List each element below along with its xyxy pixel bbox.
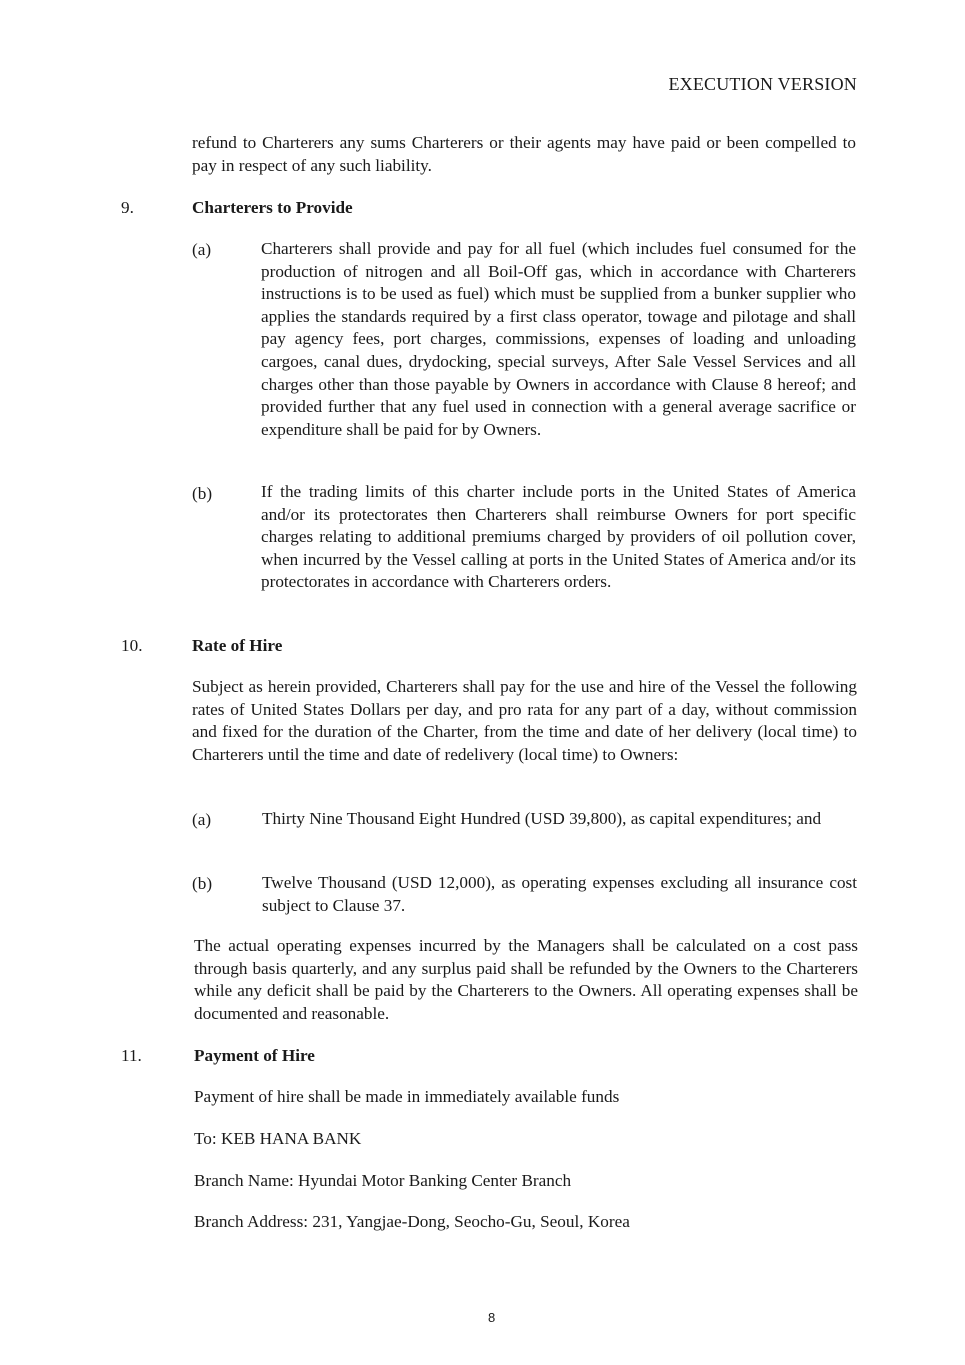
intro-paragraph: refund to Charterers any sums Charterers or their agents may have paid or been compelled to pay in respect of any such liability. bbox=[192, 133, 856, 175]
branch-address-line: Branch Address: 231, Yangjae-Dong, Seocho-Gu, Seoul, Korea bbox=[194, 1212, 630, 1231]
section-11-number: 11. bbox=[121, 1046, 142, 1065]
section-9-item-b-label: (b) bbox=[192, 484, 213, 503]
page-number: 8 bbox=[488, 1310, 496, 1325]
section-10-item-a-label: (a) bbox=[192, 810, 212, 829]
payment-instruction-line: Payment of hire shall be made in immediately available funds bbox=[194, 1087, 620, 1106]
section-10-number: 10. bbox=[121, 636, 143, 655]
bank-name-line: To: KEB HANA BANK bbox=[194, 1129, 362, 1148]
section-9-item-a-text: Charterers shall provide and pay for all fuel (which includes fuel consumed for the production of nitrogen and all Boil-Off gas, which in accordance with Charterers instructions is to be used as fuel) which must be supplied from a bunker supplier who applies the standards required by a first class operator, towage and pilotage and shall pay agency fees, port charges, commissions, expenses of loading and unloading cargoes, canal dues, drydocking, special surveys, After Sale Vessel Services and all charges other than those payable by Owners in accordance with Clause 8 hereof; and provided further that any fuel used in connection with a general average sacrifice or expenditure shall be paid for by Owners. bbox=[261, 239, 856, 439]
section-10-closing: The actual operating expenses incurred by the Managers shall be calculated on a cost pass through basis quarterly, and any surplus paid shall be refunded by the Owners to the Charterers while any deficit shall be paid by the Charterers to the Owners. All operating expenses shall be documented and reasonable. bbox=[194, 936, 858, 1023]
section-10-body: Subject as herein provided, Charterers shall pay for the use and hire of the Vessel the following rates of United States Dollars per day, and pro rata for any part of a day, without commission and fixed for the duration of the Charter, from the time and date of her delivery (local time) to Charterers until the time and date of redelivery (local time) to Owners: bbox=[192, 677, 857, 764]
branch-name-line: Branch Name: Hyundai Motor Banking Center Branch bbox=[194, 1171, 572, 1190]
section-11-title: Payment of Hire bbox=[194, 1046, 315, 1065]
section-10-item-a-text: Thirty Nine Thousand Eight Hundred (USD 39,800), as capital expenditures; and bbox=[262, 809, 822, 828]
section-9-item-b-text: If the trading limits of this charter include ports in the United States of America and/or its protectorates then Charterers shall reimburse Owners for port specific charges relating to additional premiums charged by providers of oil pollution cover, when incurred by the Vessel calling at ports in the United States of America and/or its protectorates in accordance with Charterers orders. bbox=[261, 482, 856, 592]
section-9-title: Charterers to Provide bbox=[192, 198, 353, 217]
section-10-item-b-label: (b) bbox=[192, 874, 213, 893]
section-10-title: Rate of Hire bbox=[192, 636, 283, 655]
execution-version-header: EXECUTION VERSION bbox=[668, 74, 857, 94]
section-10-item-b-text: Twelve Thousand (USD 12,000), as operating expenses excluding all insurance cost subject to Clause 37. bbox=[262, 873, 857, 915]
section-9-number: 9. bbox=[121, 198, 134, 217]
section-9-item-a-label: (a) bbox=[192, 240, 212, 259]
